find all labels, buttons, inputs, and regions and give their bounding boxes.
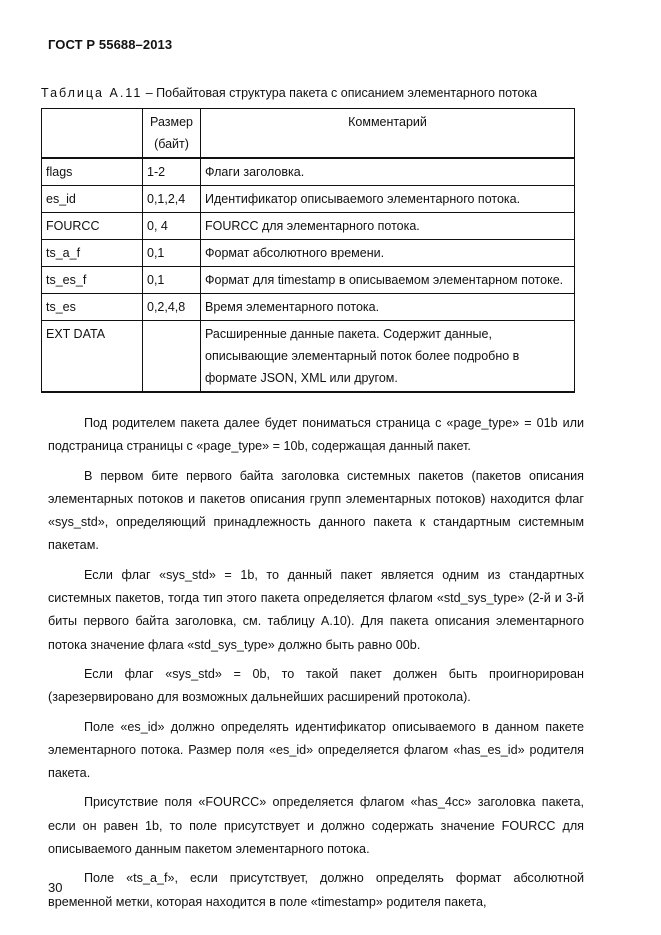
paragraph: Присутствие поля «FOURCC» определяется флагом «has_4cc» заголовка пакета, если он равен 1b, то поле присутствует и должно содержать значение FOURCC для описываемого данным пакетом элементарного потока.	[48, 795, 584, 857]
cell-size: 0, 4	[143, 213, 201, 240]
cell-comment: FOURCC для элементарного потока.	[201, 213, 575, 240]
cell-comment: Идентификатор описываемого элементарного потока.	[201, 186, 575, 213]
cell-size: 0,2,4,8	[143, 294, 201, 321]
cell-field-name: ts_es_f	[42, 267, 143, 294]
table-row	[42, 267, 575, 294]
cell-size	[143, 321, 201, 393]
table-header-row	[42, 109, 575, 159]
page-number: 30	[48, 880, 63, 895]
cell-size: 0,1	[143, 240, 201, 267]
table-row	[42, 213, 575, 240]
column-header-comment: Комментарий	[201, 109, 575, 159]
body-text	[48, 412, 584, 920]
document-header: ГОСТ Р 55688–2013	[48, 37, 173, 52]
cell-field-name: ts_a_f	[42, 240, 143, 267]
cell-comment: Время элементарного потока.	[201, 294, 575, 321]
table-row	[42, 321, 575, 393]
paragraph: Поле «ts_a_f», если присутствует, должно определять формат абсолютной временной метки, которая находится в поле «timestamp» родителя пакета,	[48, 871, 584, 909]
cell-comment: Расширенные данные пакета. Содержит данные, описывающие элементарный поток более подробно в формате JSON, XML или другом.	[201, 321, 575, 393]
table-row	[42, 158, 575, 186]
cell-comment: Флаги заголовка.	[201, 158, 575, 186]
paragraph: Если флаг «sys_std» = 0b, то такой пакет должен быть проигнорирован (зарезервировано для возможных дальнейших расширений протокола).	[48, 666, 584, 705]
cell-field-name: FOURCC	[42, 213, 143, 240]
paragraph: Если флаг «sys_std» = 1b, то данный пакет является одним из стандартных системных пакетов, тогда тип этого пакета определяется флагом «std_sys_type» (2-й и 3-й биты первого байта заголовка, см. таблицу А.10). Для пакета описания элементарного потока значение флага «std_sys_type» должно быть равно 00b.	[48, 567, 584, 652]
table-caption-text: – Побайтовая структура пакета с описанием элементарного потока	[142, 86, 538, 100]
table-caption-lead: Таблица А.11	[41, 86, 143, 100]
table-row	[42, 186, 575, 213]
table-caption	[41, 86, 537, 100]
cell-size: 1-2	[143, 158, 201, 186]
cell-field-name: flags	[42, 158, 143, 186]
paragraph: Поле «es_id» должно определять идентификатор описываемого в данном пакете элементарного потока. Размер поля «es_id» определяется флагом «has_es_id» родителя пакета.	[48, 719, 584, 781]
cell-size: 0,1,2,4	[143, 186, 201, 213]
paragraph: Под родителем пакета далее будет пониматься страница с «page_type» = 01b или подстраница страницы с «page_type» = 10b, содержащая данный пакет.	[48, 416, 584, 454]
table-row	[42, 240, 575, 267]
cell-size: 0,1	[143, 267, 201, 294]
column-header-field	[42, 109, 143, 159]
packet-structure-table	[41, 108, 575, 393]
cell-comment: Формат абсолютного времени.	[201, 240, 575, 267]
column-header-size: Размер (байт)	[143, 109, 201, 159]
table-row	[42, 294, 575, 321]
cell-field-name: EXT DATA	[42, 321, 143, 393]
paragraph: В первом бите первого байта заголовка системных пакетов (пакетов описания элементарных потоков и пакетов описания групп элементарных потоков) находится флаг «sys_std», определяющий принадлежность данного пакета к стандартным системным пакетам.	[48, 468, 584, 553]
cell-comment: Формат для timestamp в описываемом элементарном потоке.	[201, 267, 575, 294]
cell-field-name: ts_es	[42, 294, 143, 321]
cell-field-name: es_id	[42, 186, 143, 213]
